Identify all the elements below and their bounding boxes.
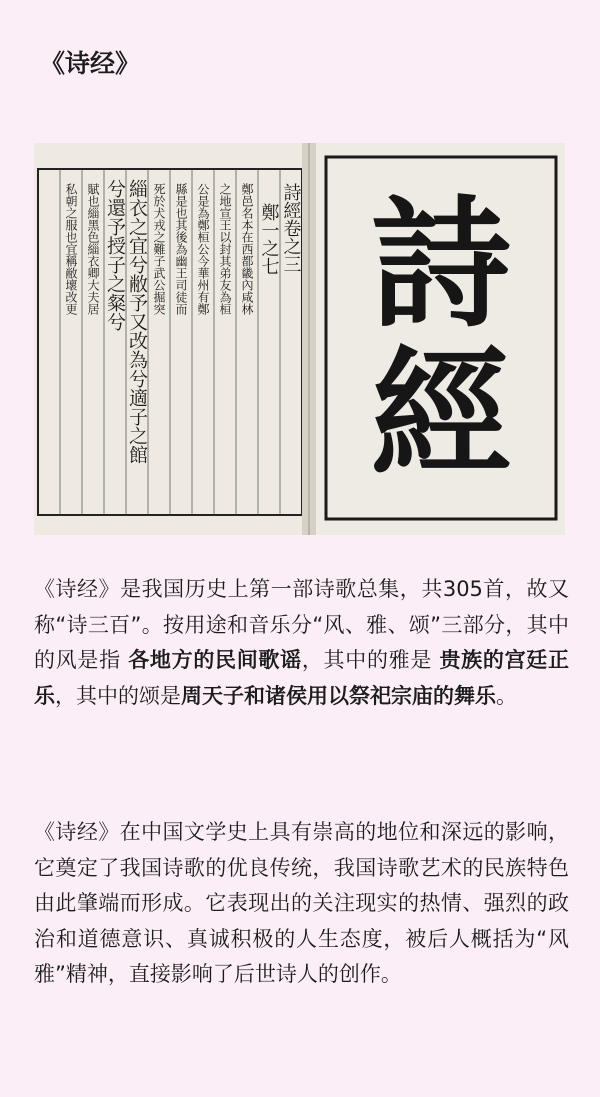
intro-text-4: 。: [496, 683, 517, 708]
book-photo: [34, 143, 565, 535]
influence-paragraph: 《诗经》在中国文学史上具有崇高的地位和深远的影响，它奠定了我国诗歌的优良传统，我国诗歌艺术的民族特色由此肇端而形成。它表现出的关注现实的热情、强烈的政治和道德意识、真诚积极的人生态度，被后人概括为“风雅”精神，直接影响了后世诗人的创作。: [34, 820, 569, 986]
text-column-8: 賦也緇黑色緇衣卿大夫居: [86, 183, 100, 315]
cover-title: [371, 183, 511, 497]
page-title: 《诗经》: [40, 49, 141, 78]
text-column-9: 私朝之服也宜稱敝壞改更: [64, 183, 78, 315]
text-column-1: 鄭邑名本在西都畿內咸林: [240, 183, 254, 315]
text-column-5: 死於犬戎之難子武公掘突: [152, 183, 166, 315]
text-column-4: 縣是也其後為幽王司徒而: [174, 183, 188, 315]
page-heading: 詩經卷之三: [280, 183, 302, 273]
cover-char-shi: 詩: [370, 183, 512, 347]
text-column-2: 之地宣王以封其弟友為桓: [218, 183, 232, 315]
feng-definition: 各地方的民间歌谣: [128, 648, 302, 672]
book-illustration: [34, 143, 565, 535]
intro-text-2: ，其中的雅是: [301, 648, 440, 672]
ya-definition: 贵族的宫廷正乐: [34, 648, 569, 708]
intro-paragraph: [34, 572, 569, 714]
intro-text-1: 《诗经》是我国历史上第一部诗歌总集，共305首，故又称“诗三百”。按用途和音乐分“风、雅、颂”三部分，其中的风是指: [34, 577, 569, 672]
chapter-heading: 鄭一之七: [258, 203, 280, 275]
intro-text-3: ，其中的颂是: [55, 683, 181, 708]
song-definition: 周天子和诸侯用以祭祀宗庙的舞乐: [181, 683, 496, 708]
text-column-3: 公是為鄭桓公今華州有鄭: [196, 183, 210, 315]
text-column-7: 兮還予授子之粲兮: [104, 179, 126, 331]
cover-char-jing: 經: [370, 333, 512, 497]
text-column-6: 緇衣之宜兮敝予又改為兮適子之館: [126, 179, 148, 464]
